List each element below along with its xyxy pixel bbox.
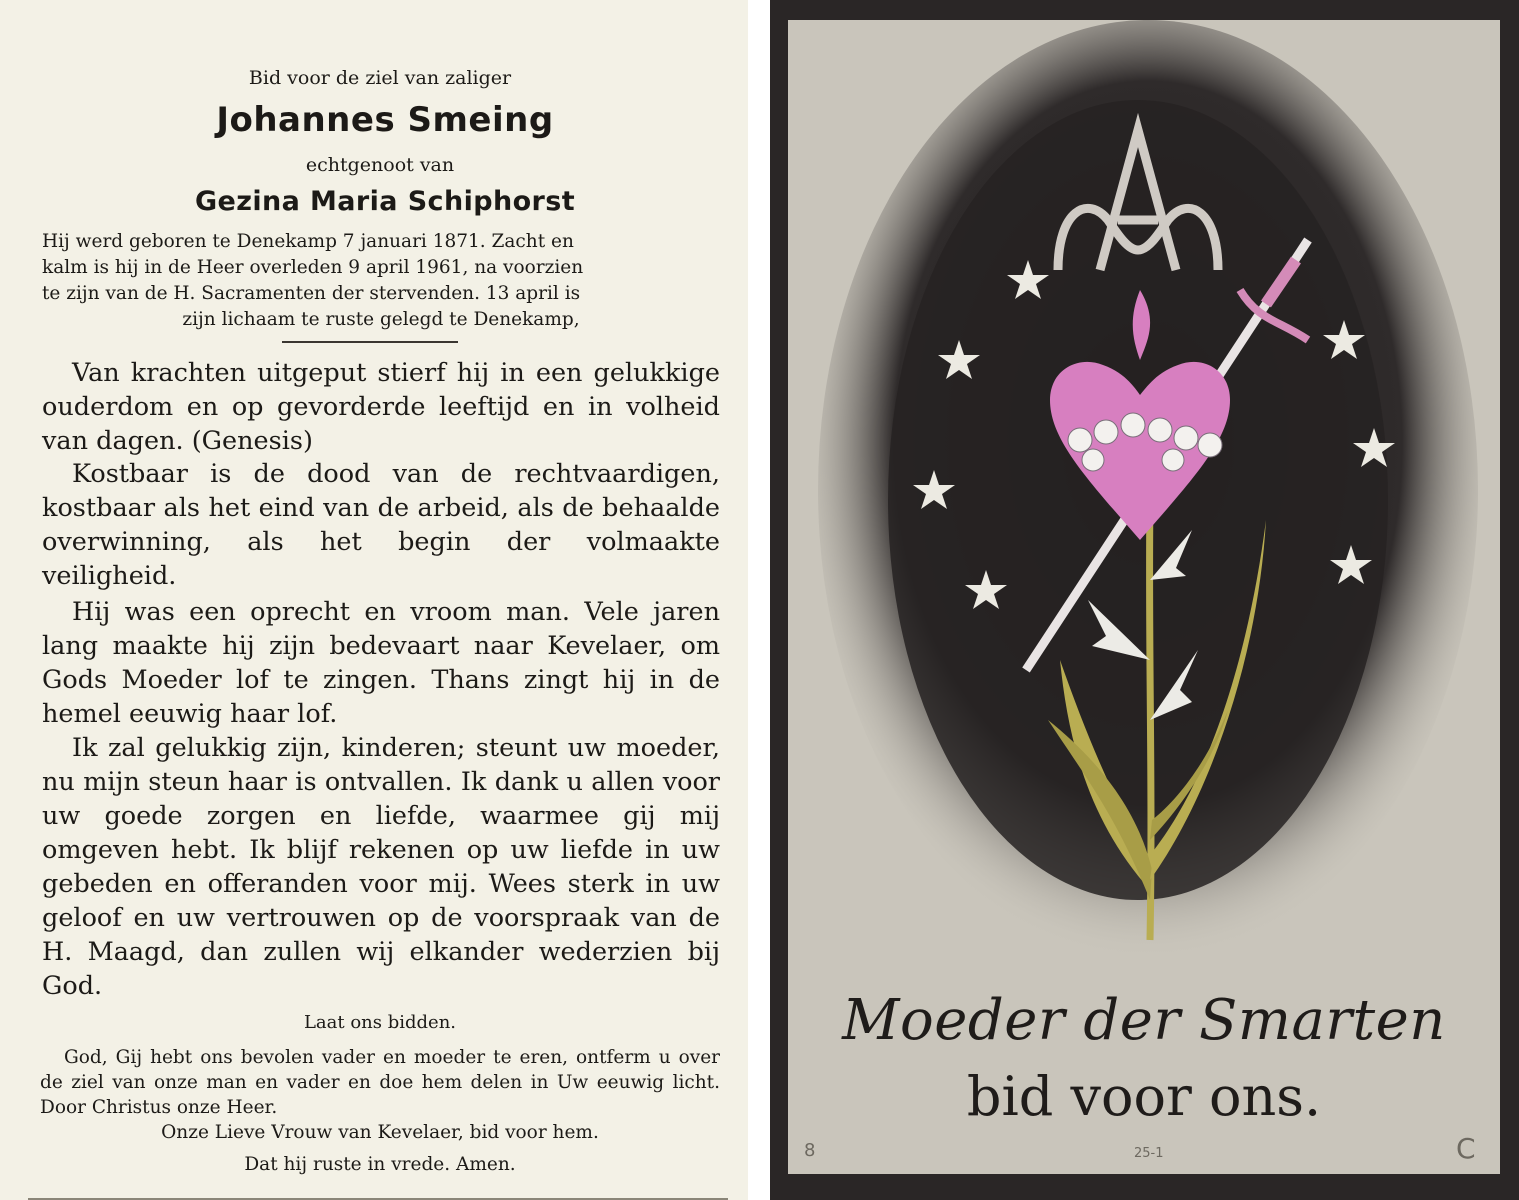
paragraph-farewell: Ik zal gelukkig zijn, kinderen; steunt uw moeder, nu mijn steun haar is ontvallen. Ik dank u allen voor uw goede zorgen en liefde, waarmee gij mij omgeven hebt. Ik blijf rekenen op uw liefde in uw gebeden en offeranden voor mij. Wees sterk in uw geloof en uw vertrouwen op de voorspraak van de H. Maagd, dan zullen wij elkander wederzien bij God. (42, 733, 720, 1001)
closing-amen: Dat hij ruste in vrede. Amen. (244, 1154, 516, 1175)
paragraph-costly-death: Kostbaar is de dood van de rechtvaardigen, kostbaar als het eind van de arbeid, als de behaalde overwinning, als het begin der volmaakte veiligheid. (42, 459, 720, 591)
paragraph-genesis: Van krachten uitgeput stierf hij in een gelukkige ouderdom en op gevorderde leeftijd en in volheid van dagen. (Genesis) (42, 358, 720, 456)
caption-moeder-der-smarten: Moeder der Smarten (842, 988, 1446, 1053)
devotional-illustration (788, 20, 1500, 1174)
closing-invocation: Onze Lieve Vrouw van Kevelaer, bid voor hem. (161, 1122, 599, 1143)
intro-line: Bid voor de ziel van zaliger (248, 67, 512, 89)
relation-line: echtgenoot van (305, 154, 455, 176)
bio-line: kalm is hij in de Heer overleden 9 april 1961, na voorzien (42, 257, 584, 278)
caption-bid-voor-ons: bid voor ons. (966, 1065, 1322, 1128)
deceased-name: Johannes Smeing (216, 100, 554, 140)
spouse-name: Gezina Maria Schiphorst (194, 186, 576, 217)
printer-mark-right: C (1456, 1132, 1476, 1165)
divider (282, 341, 458, 343)
prayer-heading: Laat ons bidden. (303, 1012, 457, 1033)
memorial-card-picture-side (770, 0, 1519, 1200)
bio-line: zijn lichaam te ruste gelegd te Denekamp, (182, 309, 580, 330)
bio-line: te zijn van de H. Sacramenten der stervenden. 13 april is (42, 283, 581, 304)
paragraph-pilgrimage: Hij was een oprecht en vroom man. Vele jaren lang maakte hij zijn bedevaart naar Kevelaer, om Gods Moeder lof te zingen. Thans zingt hij in de hemel eeuwig haar lof. (42, 597, 720, 729)
printer-code: 25-1 (1134, 1146, 1164, 1161)
printer-mark-left: 8 (804, 1140, 816, 1161)
bio-line: Hij werd geboren te Denekamp 7 januari 1871. Zacht en (42, 231, 574, 252)
memorial-card-text-side (0, 0, 748, 1200)
biography (42, 229, 720, 333)
prayer-text: God, Gij hebt ons bevolen vader en moeder te eren, ontferm u over de ziel van onze man en vader en doe hem delen in Uw eeuwig licht. Door Christus onze Heer. (40, 1047, 720, 1118)
